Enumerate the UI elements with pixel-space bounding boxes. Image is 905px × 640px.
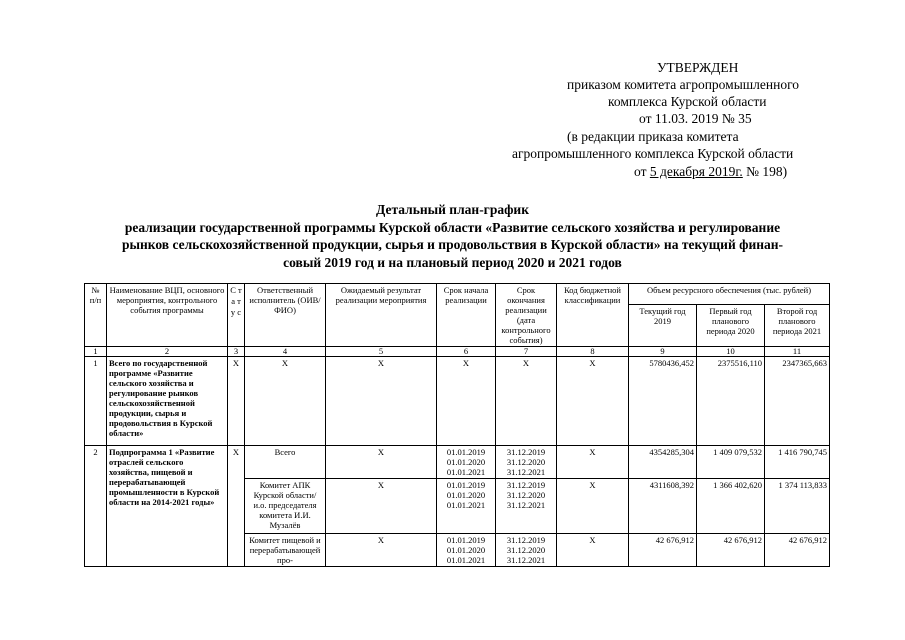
row-start: 01.01.2019 01.01.2020 01.01.2021 xyxy=(437,446,496,479)
table-row xyxy=(85,446,830,479)
header-year-2019: Текущий год 2019 xyxy=(629,305,697,347)
document-title xyxy=(60,201,845,271)
row-value-2021: 42 676,912 xyxy=(765,534,830,567)
header-funding: Объем ресурсного обеспечения (тыс. рублей) xyxy=(629,284,830,305)
row-value-2020: 1 366 402,620 xyxy=(697,479,765,534)
header-row xyxy=(85,284,830,305)
approval-heading: УТВЕРЖДЕН xyxy=(657,60,739,75)
header-no: № п/п xyxy=(85,284,107,347)
row-executor: Комитет АПК Курской области/ и.о. председателя комитета И.И. Музалёв xyxy=(245,479,326,534)
title-line: реализации государственной программы Курской области «Развитие сельского хозяйства и регулирование xyxy=(124,219,781,235)
row-end: 31.12.2019 31.12.2020 31.12.2021 xyxy=(496,479,557,534)
column-number-row xyxy=(85,347,830,357)
table-row xyxy=(85,357,830,446)
header-executor: Ответственный исполнитель (ОИВ/ФИО) xyxy=(245,284,326,347)
column-number: 3 xyxy=(228,347,245,357)
approval-line: агропромышленного комплекса Курской области xyxy=(512,146,794,161)
header-name: Наименование ВЦП, основного мероприятия, контрольного события программы xyxy=(107,284,228,347)
row-result: X xyxy=(326,534,437,567)
row-executor: X xyxy=(245,357,326,446)
approval-line: приказом комитета агропромышленного xyxy=(567,77,800,92)
column-number: 5 xyxy=(326,347,437,357)
approval-revision-line: от 5 декабря 2019г. № 198) xyxy=(634,164,788,179)
header-budget-code: Код бюджетной классификации xyxy=(557,284,629,347)
row-value-2019: 42 676,912 xyxy=(629,534,697,567)
row-budget-code: X xyxy=(557,357,629,446)
row-value-2019: 4354285,304 xyxy=(629,446,697,479)
row-end: X xyxy=(496,357,557,446)
header-year-2020: Первый год планового периода 2020 xyxy=(697,305,765,347)
row-status: X xyxy=(228,446,245,567)
column-number: 6 xyxy=(437,347,496,357)
row-end: 31.12.2019 31.12.2020 31.12.2021 xyxy=(496,534,557,567)
row-result: X xyxy=(326,479,437,534)
approval-date-line: от 11.03. 2019 № 35 xyxy=(639,111,752,126)
row-result: X xyxy=(326,357,437,446)
column-number: 7 xyxy=(496,347,557,357)
row-start: X xyxy=(437,357,496,446)
row-start: 01.01.2019 01.01.2020 01.01.2021 xyxy=(437,534,496,567)
header-start: Срок начала реализации xyxy=(437,284,496,347)
row-no: 1 xyxy=(85,357,107,446)
approval-line: комплекса Курской области xyxy=(608,94,767,109)
row-value-2021: 2347365,663 xyxy=(765,357,830,446)
row-value-2019: 4311608,392 xyxy=(629,479,697,534)
row-value-2019: 5780436,452 xyxy=(629,357,697,446)
row-budget-code: X xyxy=(557,479,629,534)
row-status: X xyxy=(228,357,245,446)
row-start: 01.01.2019 01.01.2020 01.01.2021 xyxy=(437,479,496,534)
header-end: Срок окончания реализации (дата контрольного события) xyxy=(496,284,557,347)
title-line: совый 2019 год и на плановый период 2020 и 2021 годов xyxy=(283,254,622,270)
row-name: Всего по государственной программе «Развитие сельского хозяйства и регулирование рынков сельскохозяйственной продукции, сырья и продовольствия в Курской области» xyxy=(107,357,228,446)
row-value-2020: 42 676,912 xyxy=(697,534,765,567)
approval-line: (в редакции приказа комитета xyxy=(567,129,739,144)
row-name: Подпрограмма 1 «Развитие отраслей сельского хозяйства, пищевой и перерабатывающей промышленности в Курской области на 2014-2021 годы» xyxy=(107,446,228,567)
row-result: X xyxy=(326,446,437,479)
row-value-2021: 1 374 113,833 xyxy=(765,479,830,534)
schedule-table xyxy=(84,283,830,567)
column-number: 11 xyxy=(765,347,830,357)
header-status: С т а т у с xyxy=(228,284,245,347)
column-number: 8 xyxy=(557,347,629,357)
header-result: Ожидаемый результат реализации мероприятия xyxy=(326,284,437,347)
row-value-2020: 2375516,110 xyxy=(697,357,765,446)
row-budget-code: X xyxy=(557,534,629,567)
row-value-2020: 1 409 079,532 xyxy=(697,446,765,479)
column-number: 4 xyxy=(245,347,326,357)
column-number: 9 xyxy=(629,347,697,357)
row-executor: Всего xyxy=(245,446,326,479)
revision-date: 5 декабря 2019г. xyxy=(649,164,743,179)
title-line: Детальный план-график xyxy=(376,202,529,217)
column-number: 1 xyxy=(85,347,107,357)
title-line: рынков сельскохозяйственной продукции, сырья и продовольствия в Курской области» на текущий финан- xyxy=(121,237,784,252)
row-value-2021: 1 416 790,745 xyxy=(765,446,830,479)
row-end: 31.12.2019 31.12.2020 31.12.2021 xyxy=(496,446,557,479)
row-executor: Комитет пищевой и перерабатывающей про- xyxy=(245,534,326,567)
row-budget-code: X xyxy=(557,446,629,479)
column-number: 10 xyxy=(697,347,765,357)
header-year-2021: Второй год планового периода 2021 xyxy=(765,305,830,347)
column-number: 2 xyxy=(107,347,228,357)
row-no: 2 xyxy=(85,446,107,567)
